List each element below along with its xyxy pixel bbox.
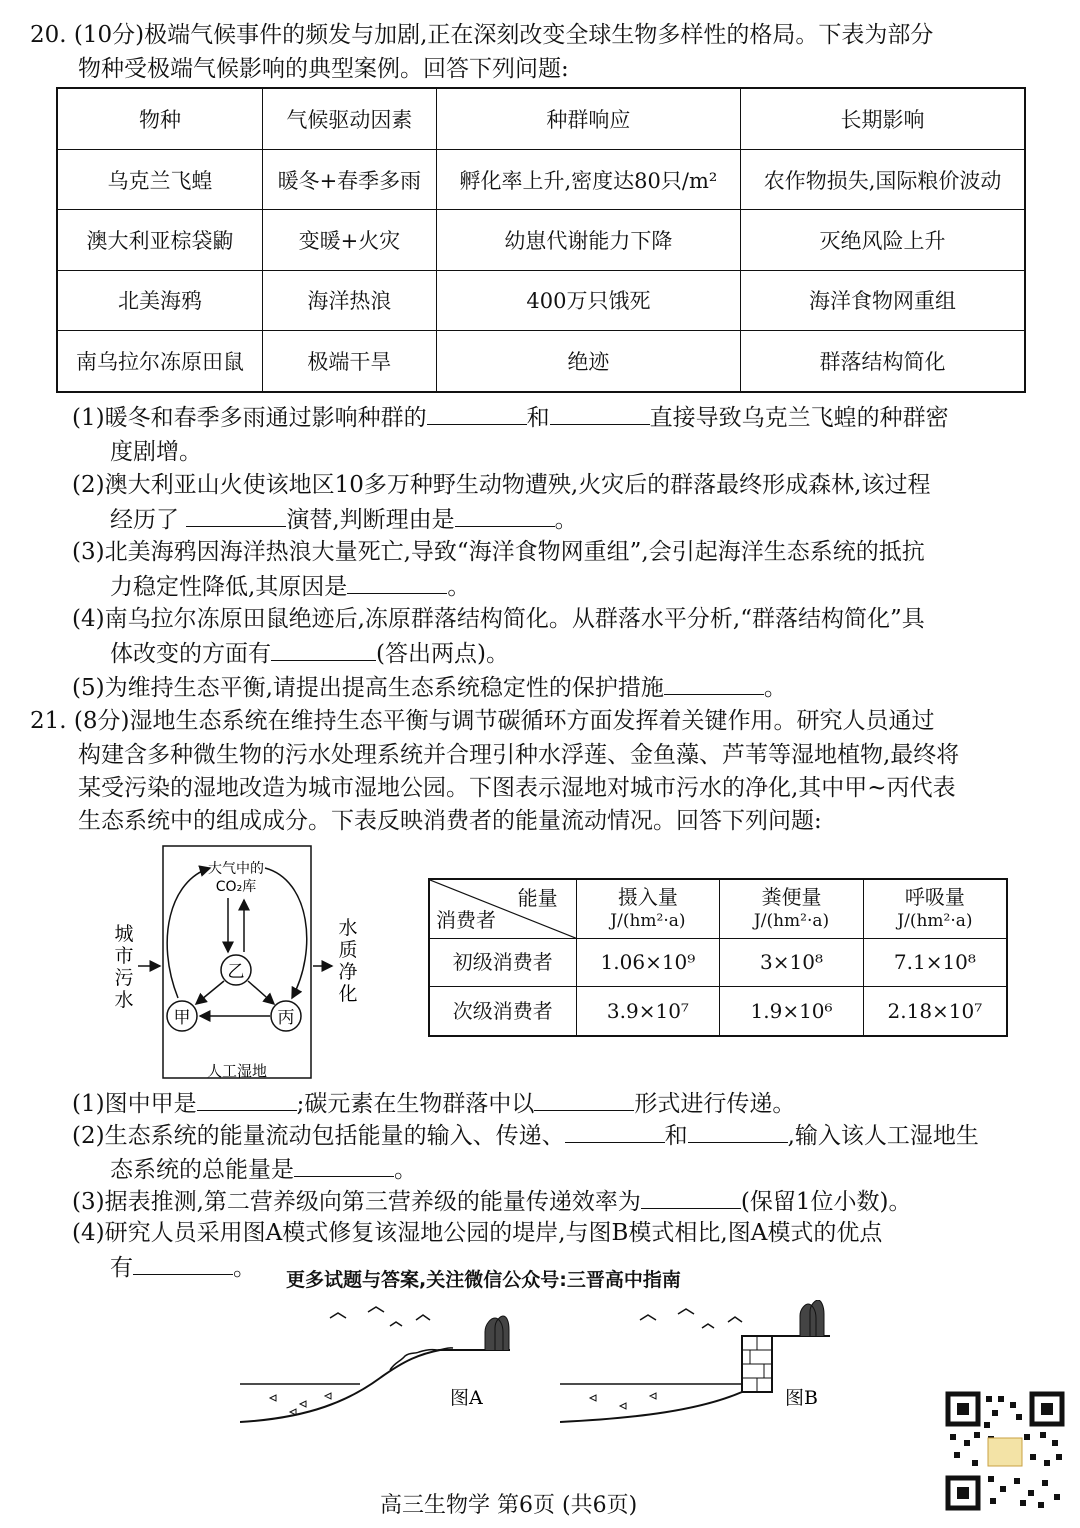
q21-p2-text: ,输入该人工湿地生: [787, 1123, 979, 1149]
vegetation: [390, 1348, 453, 1370]
q21-stem-line3: 某受污染的湿地改造为城市湿地公园。下图表示湿地对城市污水的净化,其中甲~丙代表: [78, 775, 956, 801]
input-char: 市: [114, 945, 134, 967]
q20-p1-line1: [72, 402, 949, 433]
table-row: [57, 270, 1025, 330]
q21-stem-line1: 21. (8分)湿地生态系统在维持生态平衡与调节碳循环方面发挥着关键作用。研究人员通过: [30, 708, 935, 734]
q20-stem-line1: 20. (10分)极端气候事件的频发与加剧,正在深刻改变全球生物多样性的格局。下表为部分: [30, 22, 934, 48]
answer-blank[interactable]: [455, 504, 555, 527]
table-cell: 暖冬+春季多雨: [263, 149, 437, 209]
bird-icons: [640, 1309, 742, 1328]
output-char: 化: [338, 983, 358, 1005]
table-cell: 极端干旱: [263, 331, 437, 392]
q21-p1-text: (1)图中甲是: [72, 1091, 197, 1117]
fish-icons: [590, 1393, 656, 1409]
header-cell: 种群响应: [436, 88, 740, 149]
q21-p2-line2: [110, 1154, 417, 1185]
sloped-bank: [240, 1350, 510, 1422]
input-char: 城: [114, 923, 134, 945]
tree-icon: [485, 1316, 509, 1350]
row-label: 初级消费者: [429, 938, 576, 987]
arrow-jia-to-atm: [167, 868, 210, 998]
table-row: [57, 149, 1025, 209]
node-yi-label: 乙: [227, 962, 245, 982]
q20-p4-line2: [110, 638, 509, 669]
header-cell: 物种: [57, 88, 263, 149]
atm-label: 大气中的: [208, 861, 264, 877]
table-cell: 澳大利亚棕袋鼩: [57, 210, 263, 270]
table-cell: 孵化率上升,密度达80只/m²: [436, 149, 740, 209]
table-cell: 海洋食物网重组: [741, 270, 1025, 330]
answer-blank[interactable]: [641, 1186, 741, 1209]
table-header-row: [57, 88, 1025, 149]
species-table: [56, 87, 1026, 393]
header-cell: 长期影响: [741, 88, 1025, 149]
q20-p2-line1: (2)澳大利亚山火使该地区10多万种野生动物遭殃,火灾后的群落最终形成森林,该过程: [72, 472, 931, 498]
table-cell: 灭绝风险上升: [741, 210, 1025, 270]
answer-blank[interactable]: [133, 1252, 233, 1275]
answer-blank[interactable]: [427, 402, 527, 425]
input-char: 水: [114, 989, 134, 1011]
table-row: [429, 987, 1007, 1036]
tree-icon: [800, 1300, 824, 1336]
wetland-diagram: [100, 840, 380, 1085]
table-cell: 幼崽代谢能力下降: [436, 210, 740, 270]
q21-stem-line4: 生态系统中的组成成分。下表反映消费者的能量流动情况。回答下列问题:: [78, 808, 822, 834]
q20-p2-text: 演替,判断理由是: [286, 507, 455, 533]
answer-blank[interactable]: [197, 1088, 297, 1111]
output-char: 水: [338, 917, 358, 939]
q20-p1-text: (1)暖冬和春季多雨通过影响种群的: [72, 405, 427, 431]
q21-p2-text: 态系统的总能量是: [110, 1157, 294, 1183]
q20-p2-text: 。: [554, 507, 578, 533]
table-cell: 农作物损失,国际粮价波动: [741, 149, 1025, 209]
answer-blank[interactable]: [186, 504, 286, 527]
figure-a-label: 图A: [450, 1387, 483, 1409]
header-cell: [576, 879, 720, 938]
table-header-row: [429, 879, 1007, 938]
arrow-yi-to-jia: [196, 981, 224, 1004]
energy-table: [428, 878, 1008, 1037]
q20-p3-line1: (3)北美海鸦因海洋热浪大量死亡,导致“海洋食物网重组”,会引起海洋生态系统的抵抗: [72, 539, 925, 565]
answer-blank[interactable]: [688, 1120, 788, 1143]
page-footer: 高三生物学 第6页 (共6页): [380, 1493, 638, 1518]
answer-blank[interactable]: [664, 672, 764, 695]
node-jia-label: 甲: [173, 1008, 191, 1028]
figure-b-label: 图B: [785, 1387, 818, 1409]
q21-p4-text: 。: [233, 1255, 256, 1281]
table-cell: 1.06×10⁹: [576, 938, 720, 987]
col-unit: J/(hm²·a): [610, 910, 686, 931]
table-cell: 海洋热浪: [263, 270, 437, 330]
arrow-atm-to-bing: [265, 868, 307, 998]
table-row: [57, 210, 1025, 270]
table-cell: 2.18×10⁷: [863, 987, 1007, 1036]
table-cell: 北美海鸦: [57, 270, 263, 330]
header-cell: [720, 879, 864, 938]
output-char: 净: [338, 961, 358, 983]
q21-p4-text: 有: [110, 1255, 133, 1281]
wetland-label: 人工湿地: [206, 1062, 268, 1080]
q20-p5-text: 。: [763, 675, 787, 701]
corner-top-label: 能量: [517, 886, 558, 910]
q21-stem-line2: 构建含多种微生物的污水处理系统并合理引种水浮莲、金鱼藻、芦苇等湿地植物,最终将: [78, 742, 960, 768]
answer-blank[interactable]: [271, 638, 376, 661]
q21-p1-text: 形式进行传递。: [634, 1091, 796, 1117]
q21-p3-line: [72, 1186, 911, 1217]
answer-blank[interactable]: [565, 1120, 665, 1143]
q21-p3-text: (保留1位小数)。: [740, 1189, 912, 1215]
header-cell: [863, 879, 1007, 938]
table-cell: 3×10⁸: [720, 938, 864, 987]
q21-p2-line1: [72, 1120, 979, 1151]
col-name: 粪便量: [761, 884, 822, 909]
arrow-yi-to-bing: [248, 981, 274, 1004]
table-cell: 绝迹: [436, 331, 740, 392]
q20-p4-line1: (4)南乌拉尔冻原田鼠绝迹后,冻原群落结构简化。从群落水平分析,“群落结构简化”具: [72, 606, 925, 632]
row-label: 次级消费者: [429, 987, 576, 1036]
promo-note: 更多试题与答案,关注微信公众号:三晋高中指南: [286, 1269, 681, 1291]
q21-p1-text: ;碳元素在生物群落中以: [296, 1091, 535, 1117]
q20-p2-text: 经历了: [110, 507, 179, 533]
q21-p2-text: (2)生态系统的能量流动包括能量的输入、传递、: [72, 1123, 565, 1149]
q20-p5-text: (5)为维持生态平衡,请提出提高生态系统稳定性的保护措施: [72, 675, 664, 701]
table-cell: 1.9×10⁶: [720, 987, 864, 1036]
q20-p1-line2: 度剧增。: [110, 439, 202, 465]
q20-p3-text: 力稳定性降低,其原因是: [110, 574, 348, 600]
q20-p1-text: 和: [526, 405, 550, 431]
qr-code: [944, 1390, 1066, 1512]
q21-p4-line1: (4)研究人员采用图A模式修复该湿地公园的堤岸,与图B模式相比,图A模式的优点: [72, 1220, 883, 1246]
q20-p4-text: (答出两点)。: [376, 641, 509, 667]
table-row: [57, 331, 1025, 392]
corner-cell: [429, 879, 576, 938]
q20-p4-text: 体改变的方面有: [110, 641, 271, 667]
input-char: 污: [114, 967, 134, 989]
table-cell: 3.9×10⁷: [576, 987, 720, 1036]
answer-blank[interactable]: [550, 402, 650, 425]
q20-p2-line2: [110, 504, 578, 535]
figure-b: [560, 1300, 850, 1430]
fish-icons: [270, 1393, 331, 1415]
corner-bottom-label: 消费者: [436, 907, 496, 932]
q20-p1-text: 直接导致乌克兰飞蝗的种群密: [649, 405, 949, 431]
table-cell: 7.1×10⁸: [863, 938, 1007, 987]
bird-icons: [330, 1307, 430, 1326]
q20-p5-line: [72, 672, 787, 703]
q21-p1-line: [72, 1088, 795, 1119]
node-bing-label: 丙: [277, 1008, 295, 1028]
col-name: 摄入量: [617, 884, 678, 909]
table-cell: 群落结构简化: [741, 331, 1025, 392]
answer-blank[interactable]: [534, 1088, 634, 1111]
col-unit: J/(hm²·a): [897, 910, 973, 931]
q21-p2-text: 和: [664, 1123, 688, 1149]
table-cell: 乌克兰飞蝗: [57, 149, 263, 209]
header-cell: 气候驱动因素: [263, 88, 437, 149]
answer-blank[interactable]: [347, 571, 447, 594]
q20-stem-line2: 物种受极端气候影响的典型案例。回答下列问题:: [78, 56, 569, 82]
q21-p4-line2: [110, 1252, 256, 1283]
table-cell: 南乌拉尔冻原田鼠: [57, 331, 263, 392]
q21-p2-text: 。: [394, 1157, 417, 1183]
q21-p3-text: (3)据表推测,第二营养级向第三营养级的能量传递效率为: [72, 1189, 641, 1215]
col-name: 呼吸量: [904, 884, 965, 909]
co2-pool-label: CO₂库: [215, 879, 257, 895]
answer-blank[interactable]: [294, 1154, 394, 1177]
q20-p3-text: 。: [447, 574, 471, 600]
figure-a: [240, 1300, 530, 1430]
table-cell: 400万只饿死: [436, 270, 740, 330]
output-char: 质: [338, 939, 358, 961]
table-row: [429, 938, 1007, 987]
q20-p3-line2: [110, 571, 470, 602]
table-cell: 变暖+火灾: [263, 210, 437, 270]
col-unit: J/(hm²·a): [753, 910, 830, 931]
